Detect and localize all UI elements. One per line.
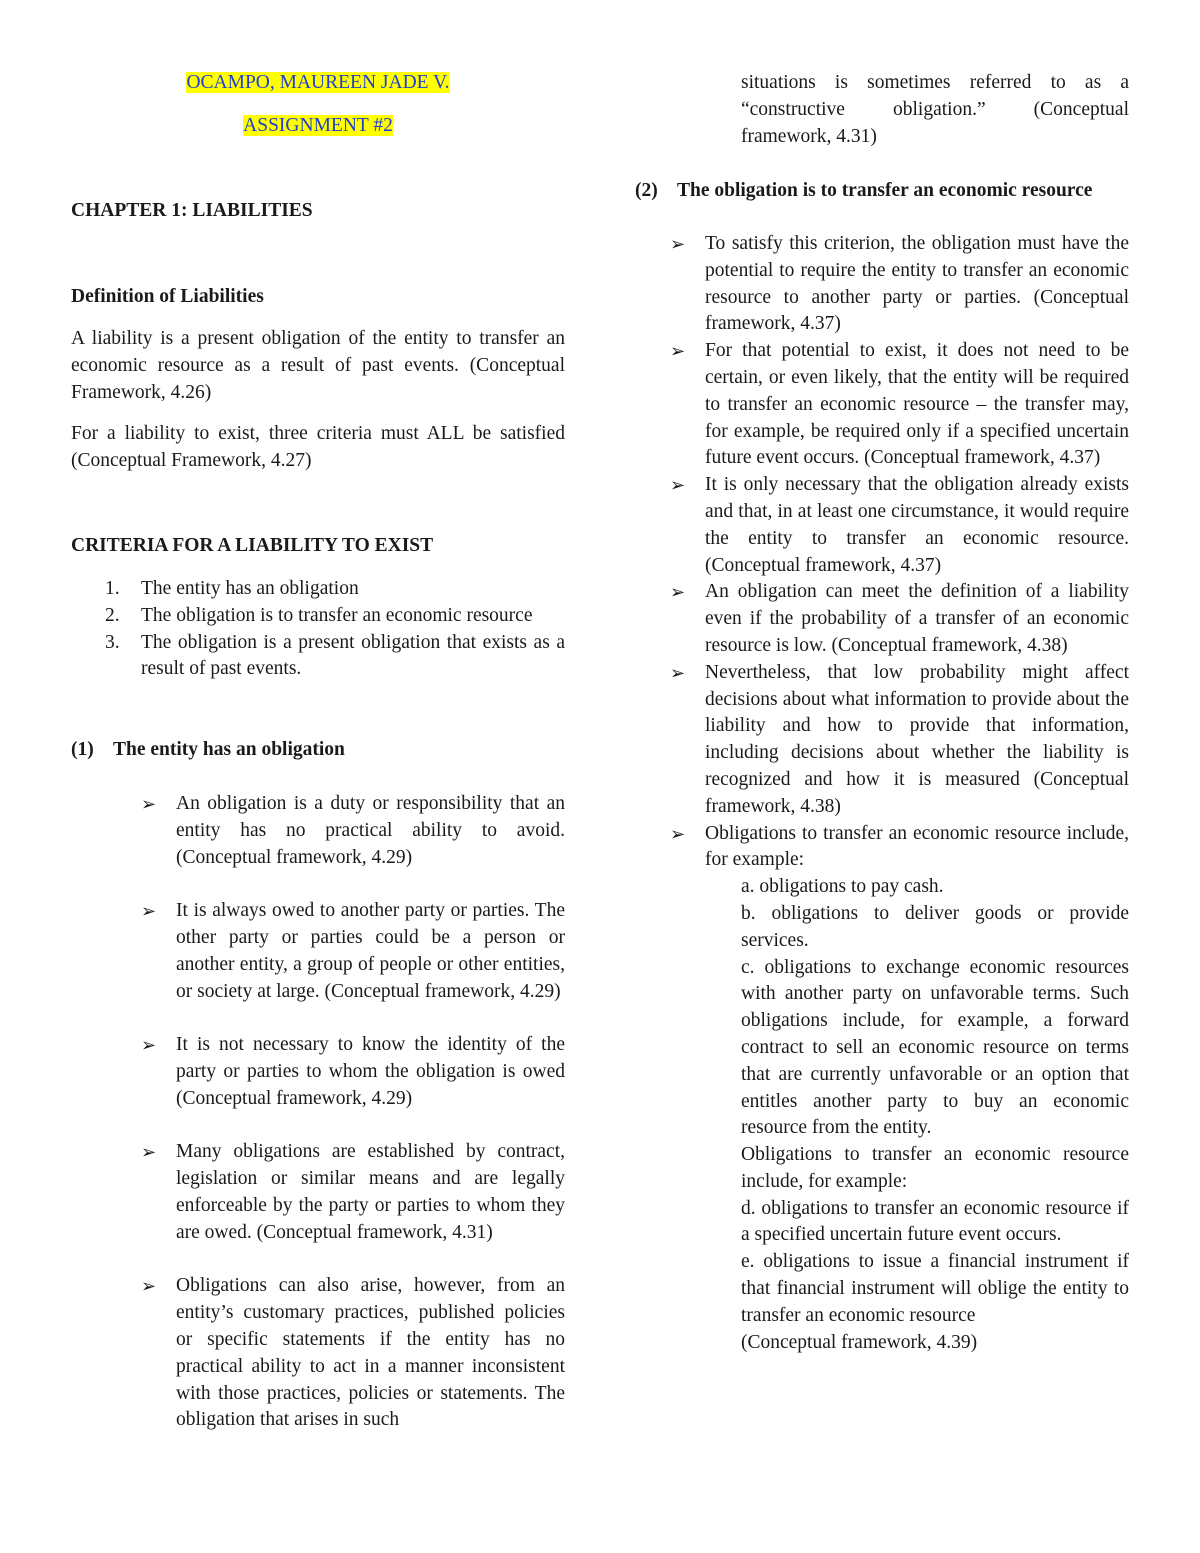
arrow-bullet-icon: ➢ [670, 341, 686, 362]
citation: (Conceptual framework, 4.39) [741, 1331, 978, 1353]
section-2-bullets [635, 231, 1129, 1356]
criteria-intro-paragraph: For a liability to exist, three criteria must ALL be satisfied (Conceptual Framework, 4.27) [71, 423, 565, 471]
list-item: ➢ An obligation can meet the definition of a liability even if the probability of a transfer of an economic resource is low. (Conceptual framework, 4.38) [670, 581, 1129, 656]
arrow-bullet-icon: ➢ [670, 475, 686, 496]
continued-paragraph: situations is sometimes referred to as a “constructive obligation.” (Conceptual framework, 4.31) [741, 72, 1129, 147]
list-item: ➢ Many obligations are established by contract, legislation or similar means and are legally enforceable by the party or parties to whom they are owed. (Conceptual framework, 4.31) [141, 1141, 565, 1243]
arrow-bullet-icon: ➢ [670, 662, 686, 683]
arrow-bullet-icon: ➢ [670, 234, 686, 254]
arrow-bullet-icon: ➢ [141, 1142, 157, 1163]
example-item: d. obligations to transfer an economic resource if a specified uncertain future event occurs. [741, 1197, 1129, 1246]
list-item: ➢ Obligations to transfer an economic resource include, for example: a. obligations to pay cash. b. obligations to deliver goods or provide services. c. obligations to exchange economic resources with another party on unfavorable terms. Such obligations include, for example, a forward contract to sell an economic resource on terms that are currently unfavorable or an option that entitles another party to buy an economic resource from the entity. Obligations to transfer an economic resource include, for example: d. obligations to transfer an economic resource if a specified uncertain future event occurs. e. obligations to issue a financial instrument if that financial instrument will oblige the entity to transfer an economic resource (Conceptual framework, 4.39) [635, 821, 1129, 1357]
examples-block [705, 874, 1129, 1356]
section-2-heading: (2) The obligation is to transfer an economic resource [635, 180, 1093, 201]
example-item: e. obligations to issue a financial instrument if that financial instrument will oblige the entity to transfer an economic resource [741, 1251, 1129, 1326]
example-item: c. obligations to exchange economic resources with another party on unfavorable terms. Such obligations include, for example, a forward contract to sell an economic resource on terms that are currently unfavorable or an option that entitles another party to buy an economic resource from the entity. [741, 956, 1129, 1139]
section-1-bullets [71, 791, 565, 1434]
criteria-list [71, 576, 565, 683]
arrow-bullet-icon: ➢ [141, 794, 157, 814]
list-item: ➢ It is always owed to another party or parties. The other party or parties could be a person or another entity, a group of people or other entities, or society at large. (Conceptual framework, 4.29) [141, 900, 565, 1002]
arrow-bullet-icon: ➢ [141, 901, 157, 922]
list-item: ➢ It is not necessary to know the identity of the party or parties to whom the obligation is owed (Conceptual framework, 4.29) [141, 1034, 565, 1109]
list-item: ➢ Obligations can also arise, however, from an entity’s customary practices, published policies or specific statements if the entity has no practical ability to act in a manner inconsistent with those practices, policies or statements. The obligation that arises in such [141, 1275, 565, 1431]
definition-heading: Definition of Liabilities [71, 286, 264, 307]
list-item: ➢ Nevertheless, that low probability might affect decisions about what information to provide about the liability and how to provide that information, including decisions about whether the liability is recognized and how it is measured (Conceptual framework, 4.38) [670, 661, 1129, 817]
arrow-bullet-icon: ➢ [670, 582, 686, 603]
definition-paragraph: A liability is a present obligation of the entity to transfer an economic resource as a result of past events. (Conceptual Framework, 4.26) [71, 328, 565, 403]
criteria-item: 2. The obligation is to transfer an economic resource [105, 604, 533, 626]
example-item: a. obligations to pay cash. [741, 876, 944, 898]
arrow-bullet-icon: ➢ [670, 823, 686, 844]
list-item: ➢ For that potential to exist, it does not need to be certain, or even likely, that the entity will be required to transfer an economic resource – the transfer may, for example, be required only if a specified uncertain future event occurs. (Conceptual framework, 4.37) [670, 340, 1129, 469]
arrow-bullet-icon: ➢ [141, 1276, 157, 1297]
chapter-title: CHAPTER 1: LIABILITIES [71, 200, 313, 221]
example-item: b. obligations to deliver goods or provide services. [741, 902, 1129, 951]
list-item: ➢ An obligation is a duty or responsibility that an entity has no practical ability to avoid. (Conceptual framework, 4.29) [141, 793, 565, 868]
list-item: ➢ To satisfy this criterion, the obligation must have the potential to require the entity to transfer an economic resource to another party or parties. (Conceptual framework, 4.37) [670, 233, 1129, 335]
example-item: Obligations to transfer an economic resource include, for example: [741, 1144, 1129, 1192]
criteria-item: 1. The entity has an obligation [105, 578, 359, 599]
student-name: OCAMPO, MAUREEN JADE V. [186, 72, 450, 93]
list-item: ➢ It is only necessary that the obligation already exists and that, in at least one circumstance, it would require the entity to transfer an economic resource. (Conceptual framework, 4.37) [670, 474, 1129, 576]
section-1-heading: (1) The entity has an obligation [71, 739, 345, 760]
criteria-heading: CRITERIA FOR A LIABILITY TO EXIST [71, 535, 434, 556]
assignment-title: ASSIGNMENT #2 [243, 115, 393, 136]
criteria-item: 3. The obligation is a present obligation that exists as a result of past events. [105, 631, 565, 680]
arrow-bullet-icon: ➢ [141, 1035, 157, 1056]
